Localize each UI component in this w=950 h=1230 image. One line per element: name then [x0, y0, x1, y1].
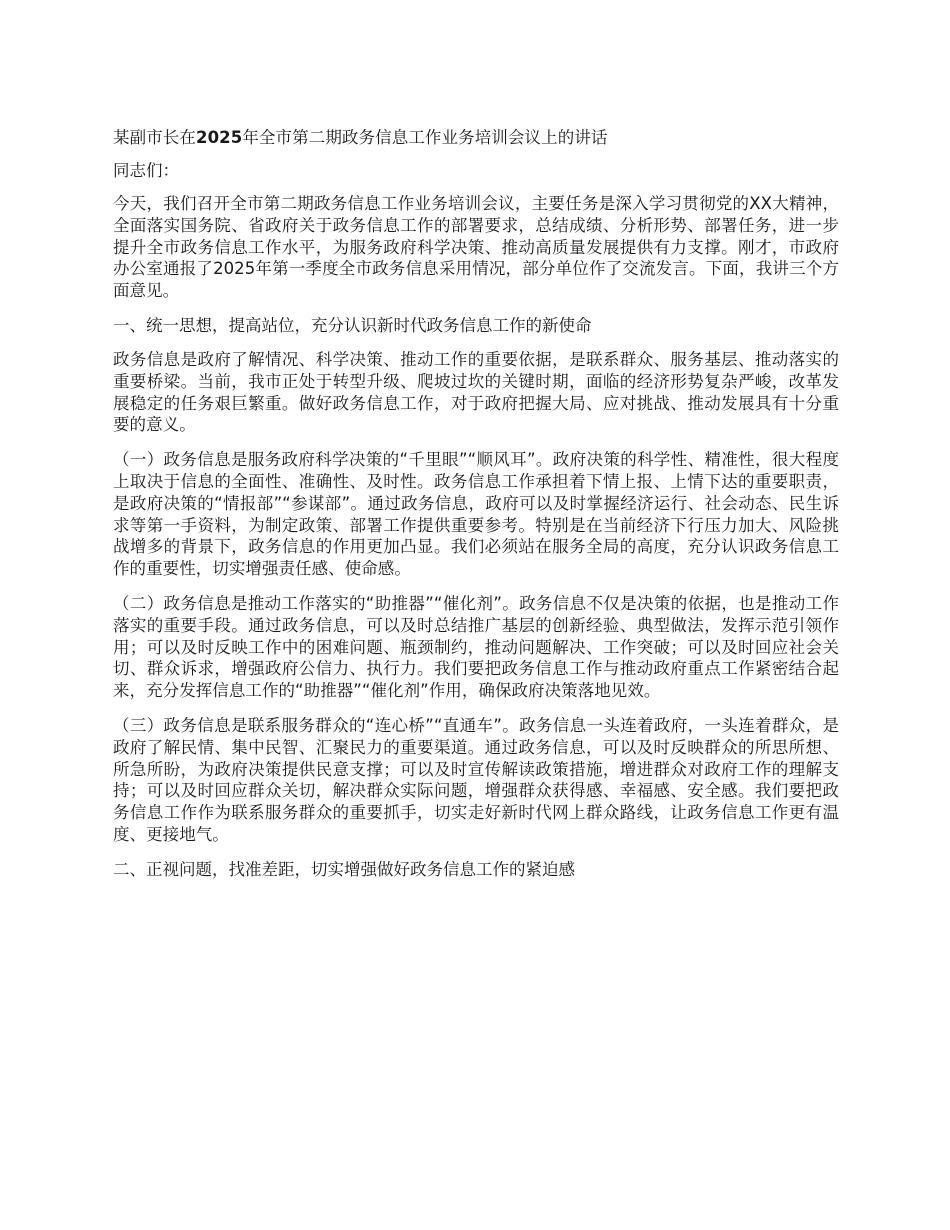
point-3-paragraph: （三）政务信息是联系服务群众的“连心桥”“直通车”。政务信息一头连着政府，一头连着群众，是政府了解民情、集中民智、汇聚民力的重要渠道。通过政务信息，可以及时反映群众的所思所想、所急所盼，为政府决策提供民意支撑；可以及时宣传解读政策措施，增进群众对政府工作的理解支持；可以及时回应群众关切，解决群众实际问题，增强群众获得感、幸福感、安全感。我们要把政务信息工作作为联系服务群众的重要抓手，切实走好新时代网上群众路线，让政务信息工作更有温度、更接地气。	[113, 715, 839, 844]
document-title	[113, 127, 839, 149]
title-prefix: 某副市长在	[113, 128, 196, 147]
title-year: 2025	[196, 128, 243, 147]
section-1-heading: 一、统一思想，提高站位，充分认识新时代政务信息工作的新使命	[113, 315, 592, 335]
point-2-paragraph: （二）政务信息是推动工作落实的“助推器”“催化剂”。政务信息不仅是决策的依据，也是推动工作落实的重要手段。通过政务信息，可以及时总结推广基层的创新经验、典型做法，发挥示范引领作用；可以及时反映工作中的困难问题、瓶颈制约，推动问题解决、工作突破；可以及时回应社会关切、群众诉求，增强政府公信力、执行力。我们要把政务信息工作与推动政府重点工作紧密结合起来，充分发挥信息工作的“助推器”“催化剂”作用，确保政府决策落地见效。	[113, 593, 839, 701]
document-page	[113, 127, 839, 893]
section-1-intro: 政务信息是政府了解情况、科学决策、推动工作的重要依据，是联系群众、服务基层、推动落实的重要桥梁。当前，我市正处于转型升级、爬坡过坎的关键时期，面临的经济形势复杂严峻，改革发展稳定的任务艰巨繁重。做好政务信息工作，对于政府把握大局、应对挑战、推动发展具有十分重要的意义。	[113, 349, 839, 435]
section-2-heading: 二、正视问题，找准差距，切实增强做好政务信息工作的紧迫感	[113, 859, 575, 879]
salutation: 同志们：	[113, 161, 179, 180]
point-1-paragraph: （一）政务信息是服务政府科学决策的“千里眼”“顺风耳”。政府决策的科学性、精准性，很大程度上取决于信息的全面性、准确性、及时性。政务信息工作承担着下情上报、上情下达的重要职责，是政府决策的“情报部”“参谋部”。通过政务信息，政府可以及时掌握经济运行、社会动态、民生诉求等第一手资料，为制定政策、部署工作提供重要参考。特别是在当前经济下行压力加大、风险挑战增多的背景下，政务信息的作用更加凸显。我们必须站在服务全局的高度，充分认识政务信息工作的重要性，切实增强责任感、使命感。	[113, 450, 839, 579]
opening-paragraph: 今天，我们召开全市第二期政务信息工作业务培训会议，主要任务是深入学习贯彻党的XX大精神，全面落实国务院、省政府关于政务信息工作的部署要求，总结成绩、分析形势、部署任务，进一步提升全市政务信息工作水平，为服务政府科学决策、推动高质量发展提供有力支撑。刚才，市政府办公室通报了2025年第一季度全市政务信息采用情况，部分单位作了交流发言。下面，我讲三个方面意见。	[113, 194, 839, 301]
title-suffix: 年全市第二期政务信息工作业务培训会议上的讲话	[242, 128, 608, 147]
